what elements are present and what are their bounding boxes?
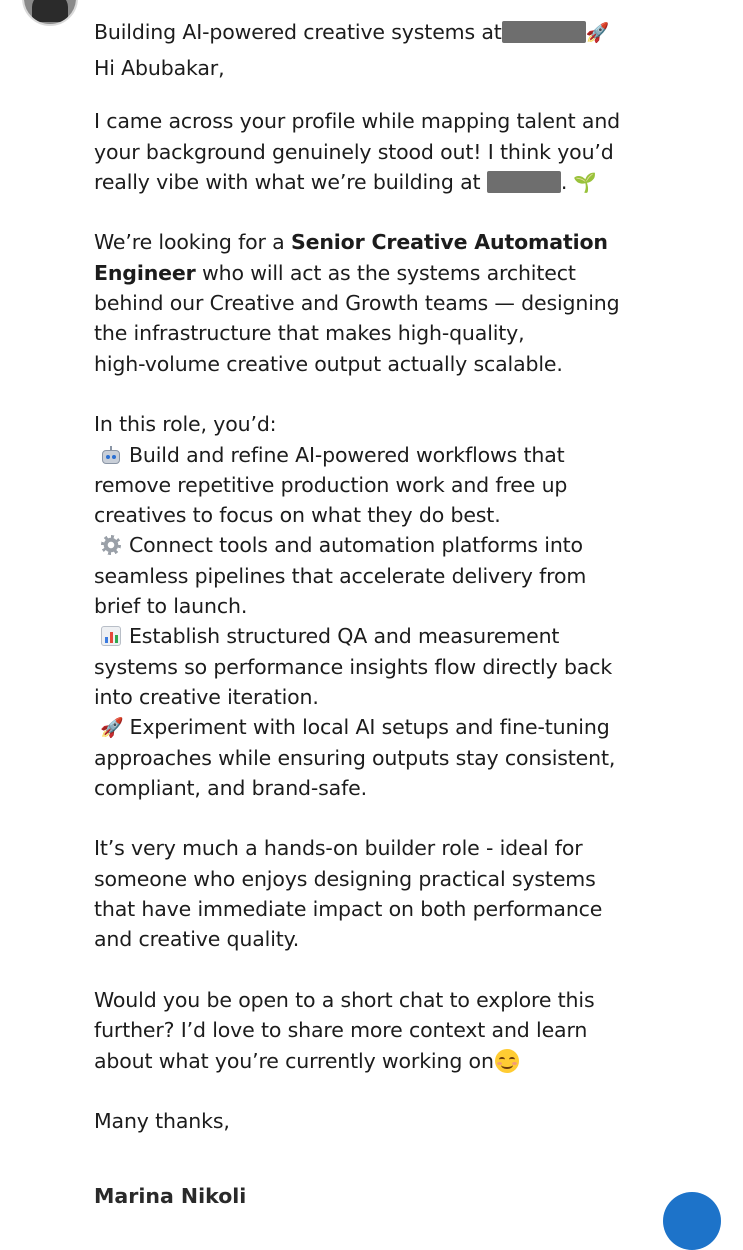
bullet-1-line-1	[94, 440, 694, 470]
avatar-silhouette	[32, 0, 68, 22]
role-line-4: the infrastructure that makes high-quality,	[94, 321, 525, 346]
intro-line-1: I came across your profile while mapping talent and	[94, 109, 621, 134]
seedling-icon: 🌱	[573, 171, 597, 194]
role-line-3: behind our Creative and Growth teams — designing	[94, 291, 620, 316]
subject-text: Building AI-powered creative systems at	[94, 20, 502, 44]
bullet-3-text: Establish structured QA and measurement	[129, 624, 560, 649]
rocket-icon: 🚀	[585, 22, 610, 44]
intro-line-2: your background genuinely stood out! I think you’d	[94, 139, 614, 164]
redacted-company-name	[487, 171, 561, 193]
bullet-3-line-2: systems so performance insights flow directly back	[94, 654, 613, 679]
message-body	[94, 17, 694, 1136]
rocket-icon: 🚀	[100, 717, 124, 740]
compose-button[interactable]	[663, 1192, 721, 1250]
cta-line-2: further? I’d love to share more context and learn	[94, 1018, 588, 1043]
bullet-4-line-2: approaches while ensuring outputs stay consistent,	[94, 745, 616, 770]
bullet-3-line-3: into creative iteration.	[94, 684, 319, 709]
message-subject	[94, 17, 694, 53]
robot-icon	[101, 446, 121, 464]
role-intro: In this role, you’d:	[94, 412, 277, 437]
job-title-part-2: Engineer	[94, 260, 196, 285]
cta-line-3-text: about what you’re currently working on	[94, 1048, 494, 1073]
sender-signature: Marina Nikoli	[94, 1184, 247, 1208]
bullet-1-text: Build and refine AI-powered workflows that	[129, 442, 565, 467]
bullet-4-line-3: compliant, and brand-safe.	[94, 775, 367, 800]
redacted-company-name	[502, 21, 586, 43]
smiling-face-icon	[495, 1049, 519, 1073]
bullet-1-line-2: remove repetitive production work and free up	[94, 472, 568, 497]
closing-line-4: and creative quality.	[94, 927, 300, 952]
bullet-1-line-3: creatives to focus on what they do best.	[94, 503, 501, 528]
closing-line-2: someone who enjoys designing practical systems	[94, 866, 596, 891]
bullet-2-line-1	[94, 530, 694, 560]
job-title-part-1: Senior Creative Automation	[290, 230, 608, 255]
bullet-4-text: Experiment with local AI setups and fine-tuning	[129, 715, 610, 740]
role-line-5: high-volume creative output actually scalable.	[94, 351, 563, 376]
role-line-1	[94, 227, 694, 257]
bullet-2-text: Connect tools and automation platforms into	[129, 533, 583, 558]
bullet-2-line-3: brief to launch.	[94, 594, 248, 619]
role-line-1-prefix: We’re looking for a	[94, 230, 291, 255]
cta-line-1: Would you be open to a short chat to explore this	[94, 987, 595, 1012]
bullet-2-line-2: seamless pipelines that accelerate delivery from	[94, 563, 587, 588]
bullet-4-line-1	[94, 712, 694, 742]
greeting: Hi Abubakar,	[94, 56, 225, 80]
bullet-3-line-1	[94, 621, 694, 651]
closing-line-3: that have immediate impact on both performance	[94, 897, 603, 922]
intro-line-3: really vibe with what we’re building at . 🌱	[94, 167, 694, 197]
gear-icon	[101, 535, 121, 555]
role-line-2	[94, 258, 694, 288]
intro-line-3-text: really vibe with what we’re building at	[94, 169, 481, 194]
closing-line-1: It’s very much a hands-on builder role - ideal for	[94, 836, 583, 861]
sender-avatar[interactable]	[22, 0, 78, 26]
sign-off: Many thanks,	[94, 1109, 230, 1134]
cta-line-3	[94, 1046, 694, 1076]
role-line-2-suffix: who will act as the systems architect	[195, 260, 576, 285]
bar-chart-icon	[101, 626, 121, 646]
